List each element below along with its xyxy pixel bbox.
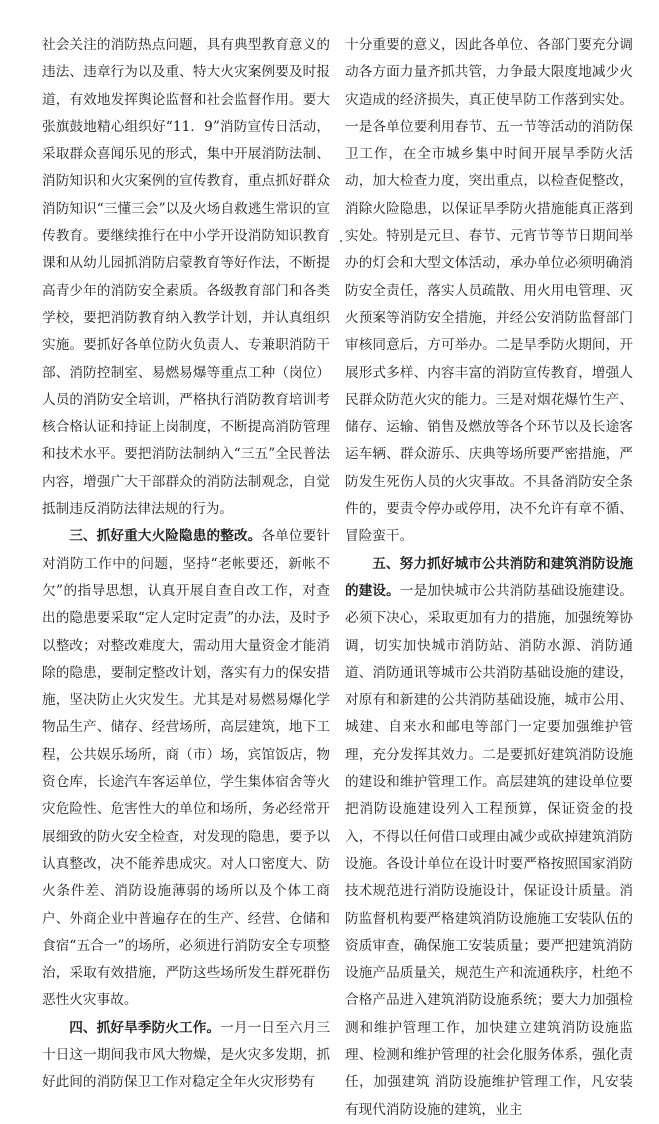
section-three-heading: 三、抓好重大火险隐患的整改。 [69, 528, 262, 545]
section-four-heading: 四、抓好旱季防火工作。 [69, 1019, 221, 1036]
right-column [345, 32, 633, 1118]
left-column [42, 32, 331, 1091]
section-four [42, 1015, 330, 1097]
scan-speck [340, 240, 342, 242]
section-three [42, 523, 330, 1014]
section-five-body: 一是加快城市公共消防基础设施建设。必须下决心，采取更加有力的措施，加强统筹协调，切实加快城市消防站、消防水源、消防通道、消防通讯等城市公共消防基础设施的建设，对原有和新建的公共消防基础设施，城市公用、城建、自来水和邮电等部门一定要加强维护管理，充分发挥其效力。二是要抓好建筑消防设施的建设和维护管理工作。高层建筑的建设单位要把消防设施建设列入工程预算，保证资金的投入，不得以任何借口或理由减少或砍掉建筑消防设施。各设计单位在设计时要严格按照国家消防技术规范进行消防设施设计，保证设计质量。消防监督机构要严格建筑消防设施施工安装队伍的资质审查，确保施工安装质量；要严把建筑消防设施产品质量关，规范生产和流通秩序，杜绝不合格产品进入建筑消防设施系统；要大力加强检测和维护管理工作，加快建立建筑消防设施监理、检测和维护管理的社会化服务体系，强化责任，加强建筑 消防设施维护管理工作，凡安装有现代消防设施的建筑，业主 [345, 582, 633, 1118]
section-three-body: 各单位要针对消防工作中的问题，坚持“老帐要还，新帐不欠”的指导思想，认真开展自查自改工作，对查出的隐患要采取“定人定时定责”的办法，及时予以整改；对整改难度大，需动用大量资金才能消除的隐患，要制定整改计划，落实有力的保安措施，坚决防止火灾发生。尤其是对易燃易爆化学物品生产、储存、经营场所，高层建筑，地下工程，公共娱乐场所，商（市）场，宾馆饭店，物资仓库，长途汽车客运单位，学生集体宿舍等火灾危险性、危害性大的单位和场所，务必经常开展细致的防火安全检查，对发现的隐患，要予以认真整改，决不能养患成灾。对人口密度大、防火条件差、消防设施薄弱的场所以及个体工商户、外商企业中普遍存在的生产、经营、仓储和食宿“五合一”的场所，必须进行消防安全专项整治，采取有效措施，严防这些场所发生群死群伤恶性火灾事故。 [42, 528, 331, 1009]
section-five-heading: 五、努力抓好城市公共消防和建筑消防设施的建设。 [345, 555, 633, 599]
section-five [345, 551, 633, 1124]
paragraph-dry-season-continued: 十分重要的意义，因此各单位、各部门要充分调动各方面力量齐抓共管，力争最大限度地减少火灾造成的经济损失，真正使旱防工作落到实处。一是各单位要利用春节、五一节等活动的消防保卫工作，在全市城乡集中时间开展旱季防火活动，加大检查力度，突出重点，以检查促整改，消除火险隐患，以保证旱季防火措施能真正落到实处。特别是元旦、春节、元宵节等节日期间举办的灯会和大型文体活动，承办单位必须明确消防安全责任，落实人员疏散、用火用电管理、灭火预案等消防安全措施，并经公安消防监督部门审核同意后，方可举办。二是旱季防火期间，开展形式多样、内容丰富的消防宣传教育，增强人民群众防范火灾的能力。三是对烟花爆竹生产、储存、运输、销售及燃放等各个环节以及长途客运车辆、群众游乐、庆典等场所要严密措施，严防发生死伤人员的火灾事故。不具备消防安全条件的，要责令停办或停用，决不允许有章不循、冒险蛮干。 [345, 37, 633, 545]
paragraph-publicity-education: 社会关注的消防热点问题，具有典型教育意义的违法、违章行为以及重、特大火灾案例要及时报道，有效地发挥舆论监督和社会监督作用。要大张旗鼓地精心组织好“11．9”消防宣传日活动，采取群众喜闻乐见的形式，集中开展消防法制、消防知识和火灾案例的宣传教育，重点抓好群众消防知识“三懂三会”以及火场自救逃生常识的宣传教育。要继续推行在中小学开设消防知识教育课和从幼儿园抓消防启蒙教育等好作法，不断提高青少年的消防安全素质。各级教育部门和各类学校，要把消防教育纳入教学计划，并认真组织实施。要抓好各单位防火负责人、专兼职消防干部、消防控制室、易燃易爆等重点工种（岗位）人员的消防安全培训，严格执行消防教育培训考核合格认证和持证上岗制度，不断提高消防管理和技术水平。要把消防法制纳入“三五”全民普法内容，增强广大干部群众的消防法制观念，自觉抵制违反消防法律法规的行为。 [42, 37, 330, 518]
section-four-body: 一月一日至六月三十日这一期间我市风大物燥，是火灾多发期，抓好此间的消防保卫工作对稳定全年火灾形势有 [42, 1019, 330, 1091]
